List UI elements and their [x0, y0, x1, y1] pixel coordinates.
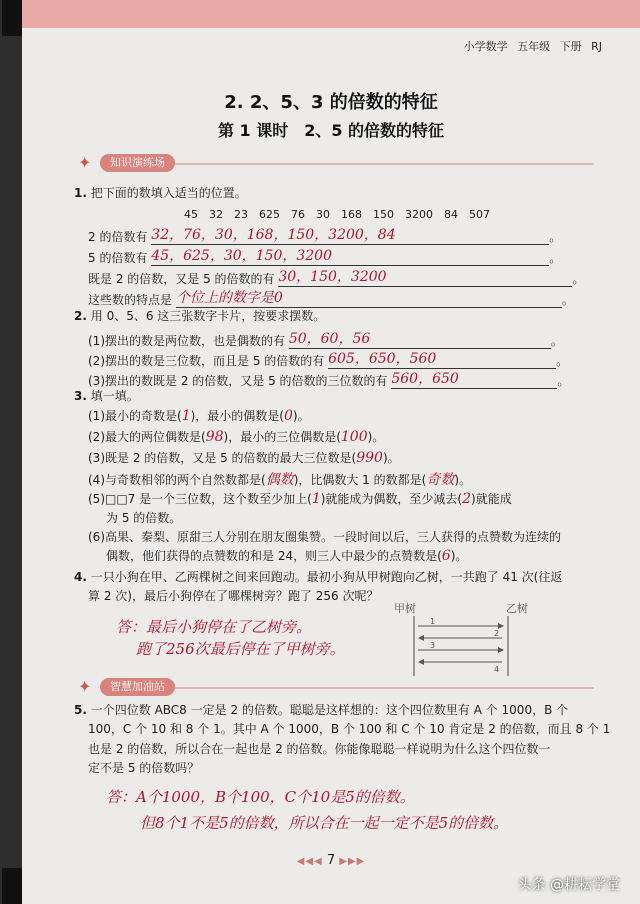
binding-shadow	[0, 0, 22, 904]
q3-row-1: (1)最小的奇数是(1)，最小的偶数是(0)。	[88, 408, 310, 424]
handwritten-answer: 98	[205, 429, 224, 445]
q5-handwritten-answer-2: 但8个1不是5的倍数，所以合在一起一定不是5的倍数。	[140, 814, 509, 832]
row-label: 既是 2 的倍数，又是 5 的倍数的有	[88, 272, 275, 286]
handwritten-answer: 1	[181, 408, 191, 424]
row-label: (2)摆出的数是三位数，而且是 5 的倍数的有	[88, 354, 325, 368]
question-text: 一个四位数 ABC8 一定是 2 的倍数。聪聪是这样想的：这个四位数里有 A 个 1000，B 个	[90, 703, 569, 717]
number-list: 45 32 23 625 76 30 168 150 3200 84 507	[184, 208, 490, 221]
banner-line	[104, 687, 594, 689]
handwritten-answer: 32，76，30，168，150，3200，84	[151, 224, 549, 245]
arrow-head-2	[418, 635, 424, 641]
handwritten-answer: 2	[462, 491, 472, 507]
question-prompt: 用 0、5、6 这三张数字卡片，按要求摆数。	[90, 309, 326, 323]
q3-row-2: (2)最大的两位偶数是(98)，最小的三位偶数是(100)。	[88, 429, 385, 445]
right-arrows-icon: ▶▶▶	[339, 856, 366, 867]
q3-row-5: (5)□□7 是一个三位数，这个数至少加上(1)就能成为偶数，至少减去(2)就能成	[88, 491, 512, 507]
q4-handwritten-answer-1: 答：最后小狗停在了乙树旁。	[116, 618, 312, 636]
handwritten-answer: 560，650	[391, 368, 557, 389]
arrow-head-3	[498, 647, 504, 653]
row-label: 2 的倍数有	[88, 230, 148, 244]
tree-run-diagram	[394, 600, 534, 680]
binder-clip-top	[2, 0, 22, 36]
handwritten-answer: 奇数	[426, 472, 455, 488]
handwritten-answer: 30，150，3200	[278, 266, 572, 287]
q2-row-2: (2)摆出的数是三位数，而且是 5 的倍数的有 605，650，560 。	[88, 348, 568, 369]
mark-2: 2	[494, 629, 500, 638]
handwritten-answer: 45，625，30，150，3200	[151, 245, 549, 266]
question-number: 2.	[74, 309, 87, 323]
q5-handwritten-answer-1: 答：A个1000，B个100，C个10是5的倍数。	[106, 788, 415, 806]
book-header	[464, 38, 602, 54]
lesson-title: 第 1 课时 2、5 的倍数的特征	[217, 121, 445, 140]
handwritten-answer: 605，650，560	[328, 348, 556, 369]
question-number: 1.	[74, 186, 87, 200]
q3-row-3: (3)既是 2 的倍数，又是 5 的倍数的最大三位数是(990)。	[88, 450, 400, 466]
handwritten-answer: 100	[340, 429, 368, 445]
q1-row-2: 5 的倍数有 45，625，30，150，3200 。	[88, 245, 561, 266]
handwritten-answer: 50，60，56	[289, 328, 551, 349]
grade-label: 五年级	[517, 40, 551, 53]
question-4	[74, 568, 562, 585]
watermark: 头条 @耕耘学堂	[517, 877, 620, 893]
q3-row-5-cont: 为 5 的倍数。	[106, 511, 182, 525]
row-label: (3)摆出的数既是 2 的倍数，又是 5 的倍数的三位数的有	[88, 374, 388, 388]
question-number: 3.	[74, 389, 87, 403]
chapter-title: 2. 2、5、3 的倍数的特征	[224, 92, 438, 113]
handwritten-answer: 个位上的数字是0	[176, 287, 562, 308]
section-tag: 知识演练场	[100, 154, 175, 172]
q1-row-3: 既是 2 的倍数，又是 5 的倍数的有 30，150，3200 。	[88, 266, 584, 287]
handwritten-answer: 6	[441, 548, 451, 564]
banner-line	[104, 163, 594, 165]
handwritten-answer: 偶数	[265, 472, 294, 488]
question-5-line4: 定不是 5 的倍数吗？	[88, 761, 200, 775]
mark-1: 1	[430, 617, 436, 626]
question-5-line2: 100，C 个 10 和 8 个 1。其中 A 个 1000，B 个 100 和 C 个 10 肯定是 2 的倍数，而且 8 个 1	[88, 722, 611, 736]
diagram-label-left: 甲树	[394, 602, 416, 615]
question-5-line3: 也是 2 的倍数，所以合在一起也是 2 的倍数。你能像聪聪一样说明为什么这个四位数一	[88, 742, 551, 756]
question-3	[74, 387, 139, 404]
section-banner-practice	[78, 154, 598, 174]
question-number: 4.	[74, 570, 87, 584]
q3-row-6: (6)高果、秦梨、原甜三人分别在朋友圈集赞。一段时间以后，三人获得的点赞数为连续的	[88, 530, 562, 544]
row-label: 5 的倍数有	[88, 251, 148, 265]
star-icon: ✦	[78, 153, 92, 172]
q1-row-1: 2 的倍数有 32，76，30，168，150，3200，84 。	[88, 224, 561, 245]
q3-row-6-cont: 偶数，他们获得的点赞数的和是 24，则三人中最少的点赞数是(6)。	[106, 548, 468, 564]
binder-clip-bottom	[2, 868, 22, 904]
q4-handwritten-answer-2: 跑了256次最后停在了甲树旁。	[136, 640, 345, 658]
handwritten-answer: 0	[283, 408, 293, 424]
question-5	[74, 701, 568, 718]
question-text: 一只小狗在甲、乙两棵树之间来回跑动。最初小狗从甲树跑向乙树，一共跑了 41 次(往返	[90, 570, 563, 584]
question-4-line2: 算 2 次)，最后小狗停在了哪棵树旁？跑了 256 次呢？	[88, 589, 379, 603]
section-banner-challenge	[78, 678, 598, 698]
worksheet-page	[22, 0, 640, 904]
question-2	[74, 307, 325, 324]
edition-label: RJ	[591, 40, 602, 53]
star-icon: ✦	[78, 677, 92, 696]
q2-row-3: (3)摆出的数既是 2 的倍数，又是 5 的倍数的三位数的有 560，650 。	[88, 368, 569, 389]
question-prompt: 把下面的数填入适当的位置。	[90, 186, 247, 200]
handwritten-answer: 990	[356, 450, 383, 466]
question-prompt: 填一填。	[90, 389, 139, 403]
row-label: 这些数的特点是	[88, 293, 173, 307]
question-1	[74, 184, 247, 201]
page-number	[22, 853, 640, 868]
mark-4: 4	[494, 665, 500, 674]
row-label: (1)摆出的数是两位数，也是偶数的有	[88, 334, 285, 348]
page-number-value: 7	[326, 853, 336, 868]
subject-label: 小学数学	[463, 40, 508, 53]
q1-row-4: 这些数的特点是 个位上的数字是0 。	[88, 287, 574, 308]
volume-label: 下册	[559, 40, 582, 53]
q2-row-1: (1)摆出的数是两位数，也是偶数的有 50，60，56 。	[88, 328, 563, 349]
section-tag: 智慧加油站	[100, 678, 175, 696]
q3-row-4: (4)与奇数相邻的两个自然数都是(偶数)，比偶数大 1 的数都是(奇数)。	[88, 472, 472, 488]
left-arrows-icon: ◀◀◀	[296, 856, 323, 867]
question-number: 5.	[74, 703, 87, 717]
top-color-band	[22, 0, 640, 28]
arrow-head-4	[418, 659, 424, 665]
diagram-label-right: 乙树	[506, 602, 528, 615]
mark-3: 3	[430, 641, 436, 650]
handwritten-answer: 1	[311, 491, 321, 507]
